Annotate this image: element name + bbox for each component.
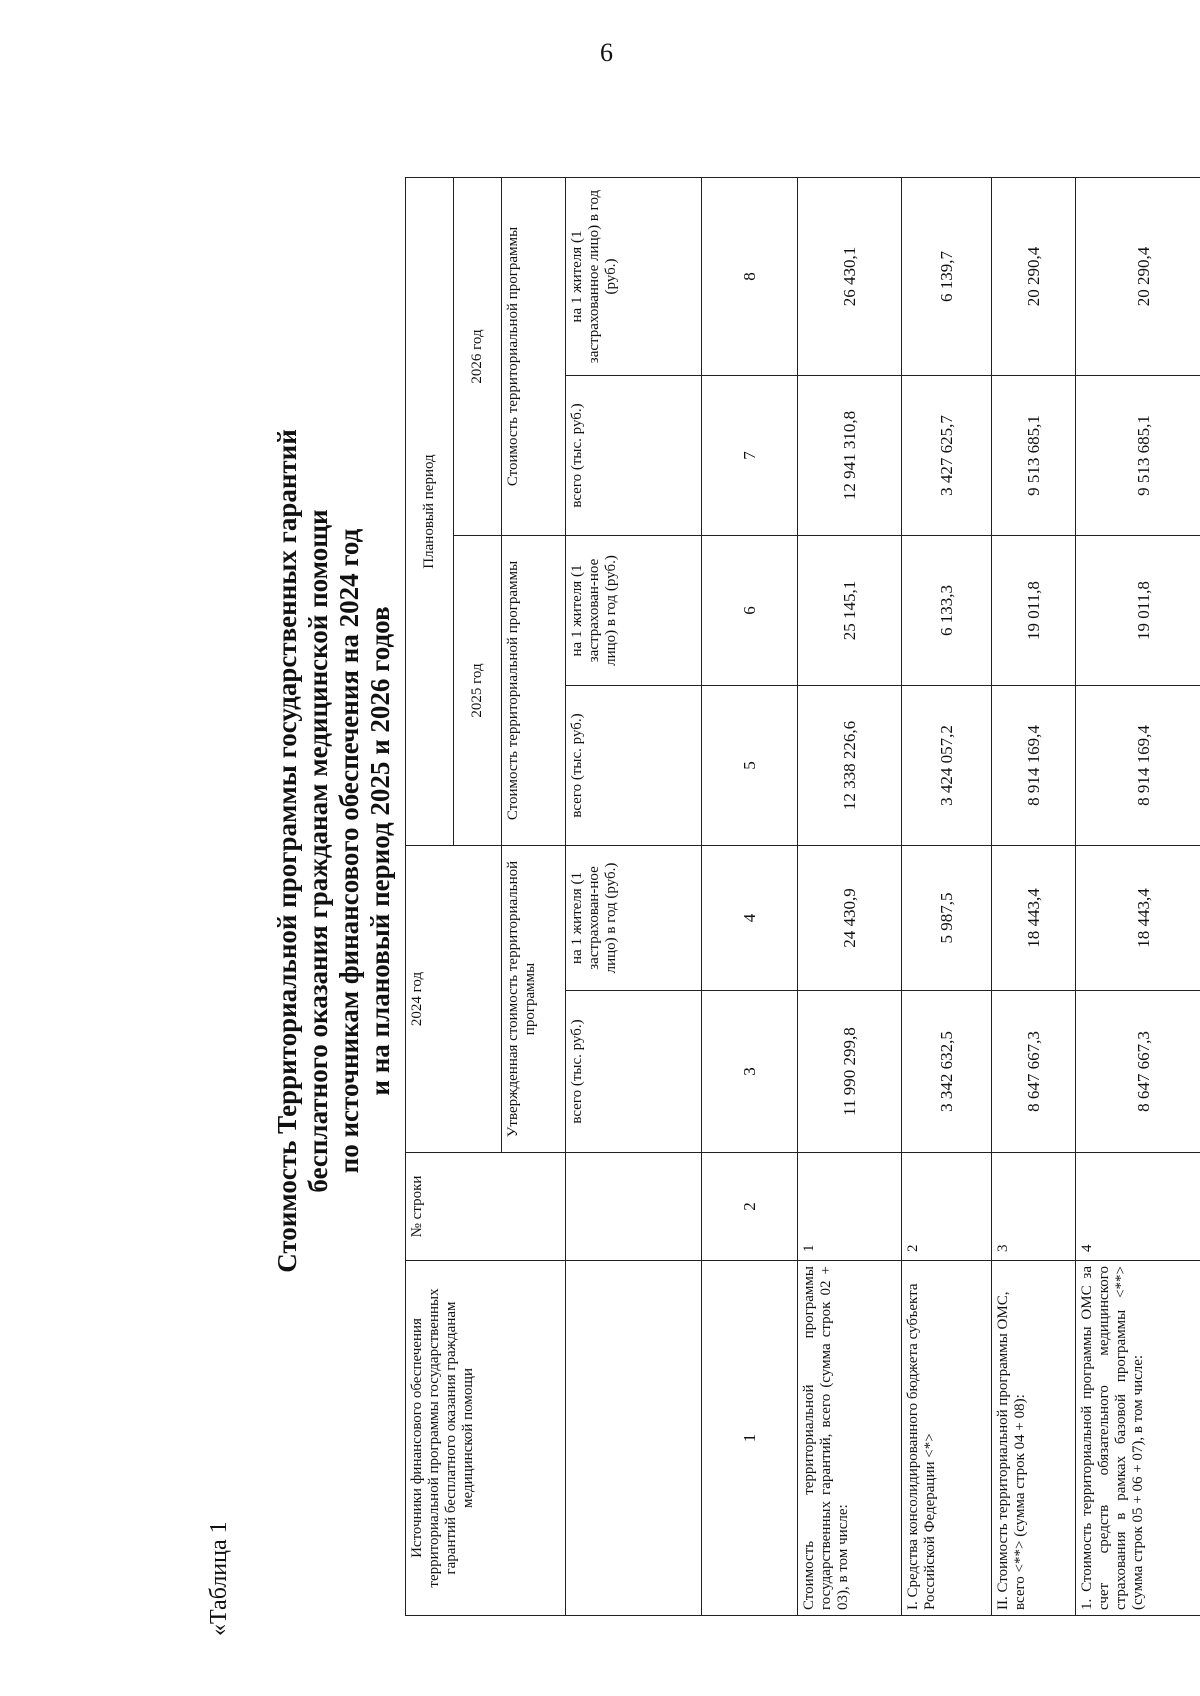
header-source: Источники финансового обеспечения территориальной программы государственных гарантий бесплатного оказания гражданам медицинской помощи [406, 1261, 566, 1616]
column-number: 4 [702, 846, 798, 991]
page-number: 6 [600, 38, 613, 67]
header-per-capita-2024: на 1 жителя (1 застрахован-ное лицо) в год (руб.) [566, 846, 702, 991]
header-per-capita-2025: на 1 жителя (1 застрахован-ное лицо) в год (руб.) [566, 536, 702, 686]
table-row [992, 178, 1076, 1616]
title-line-3: по источникам финансового обеспечения на 2024 год [334, 528, 364, 1174]
row-name: I. Средства консолидированного бюджета субъекта Российской Федерации <*> [902, 1261, 992, 1616]
table-row [1076, 178, 1200, 1616]
column-number: 3 [702, 991, 798, 1153]
column-number: 2 [702, 1153, 798, 1261]
header-approved-cost: Утвержденная стоимость территориальной программы [502, 846, 566, 1153]
cell-total-2024: 11 990 299,8 [798, 991, 902, 1153]
row-number: 2 [902, 1153, 992, 1261]
header-2025: 2025 год [454, 536, 502, 846]
cell-total-2026: 3 427 625,7 [902, 376, 992, 536]
row-number: 4 [1076, 1153, 1200, 1261]
table-label: «Таблица 1 [206, 1521, 232, 1636]
row-name: Стоимость территориальной программы государственных гарантий, всего (сумма строк 02 + 03), в том числе: [798, 1261, 902, 1616]
table-title [272, 186, 396, 1516]
column-number: 7 [702, 376, 798, 536]
cell-per-capita-2024: 24 430,9 [798, 846, 902, 991]
header-total-2025: всего (тыс. руб.) [566, 686, 702, 846]
table-row [798, 178, 902, 1616]
column-number: 8 [702, 178, 798, 376]
header-planned-period: Плановый период [406, 178, 454, 846]
header-row-number: № строки [406, 1153, 566, 1261]
cell-per-capita-2026: 26 430,1 [798, 178, 902, 376]
header-cost-2025: Стоимость территориальной программы [502, 536, 566, 846]
header-empty [566, 1261, 702, 1616]
table-row [902, 178, 992, 1616]
row-name: II. Стоимость территориальной программы ОМС, всего <**> (сумма строк 04 + 08): [992, 1261, 1076, 1616]
header-2024: 2024 год [406, 846, 502, 1153]
cell-per-capita-2026: 20 290,4 [992, 178, 1076, 376]
cell-per-capita-2025: 19 011,8 [1076, 536, 1200, 686]
cell-per-capita-2025: 19 011,8 [992, 536, 1076, 686]
cell-total-2025: 8 914 169,4 [992, 686, 1076, 846]
cell-total-2024: 8 647 667,3 [992, 991, 1076, 1153]
header-total-2026: всего (тыс. руб.) [566, 376, 702, 536]
cell-total-2025: 3 424 057,2 [902, 686, 992, 846]
column-number: 5 [702, 686, 798, 846]
header-2026: 2026 год [454, 178, 502, 536]
cost-table [405, 177, 1200, 1616]
header-per-capita-2026: на 1 жителя (1 застрахованное лицо) в год (руб.) [566, 178, 702, 376]
title-line-4: и на плановый период 2025 и 2026 годов [365, 606, 395, 1096]
cell-total-2025: 8 914 169,4 [1076, 686, 1200, 846]
header-total-2024: всего (тыс. руб.) [566, 991, 702, 1153]
title-line-2: бесплатного оказания гражданам медицинской помощи [303, 509, 333, 1193]
header-empty [566, 1153, 702, 1261]
cell-per-capita-2024: 5 987,5 [902, 846, 992, 991]
cell-total-2024: 8 647 667,3 [1076, 991, 1200, 1153]
cell-total-2026: 9 513 685,1 [1076, 376, 1200, 536]
cell-total-2025: 12 338 226,6 [798, 686, 902, 846]
row-number: 3 [992, 1153, 1076, 1261]
cell-per-capita-2024: 18 443,4 [1076, 846, 1200, 991]
cell-total-2026: 12 941 310,8 [798, 376, 902, 536]
header-cost-2026: Стоимость территориальной программы [502, 178, 566, 536]
rotated-page-content [10, 76, 1153, 1676]
row-name: 1. Стоимость территориальной программы ОМС за счет средств обязательного медицинского страхования в рамках базовой программы <**> (сумма строк 05 + 06 + 07), в том числе: [1076, 1261, 1200, 1616]
cell-per-capita-2026: 6 139,7 [902, 178, 992, 376]
title-line-1: Стоимость Территориальной программы государственных гарантий [272, 429, 302, 1273]
column-number: 6 [702, 536, 798, 686]
cell-per-capita-2024: 18 443,4 [992, 846, 1076, 991]
column-number: 1 [702, 1261, 798, 1616]
cell-per-capita-2025: 6 133,3 [902, 536, 992, 686]
row-number: 1 [798, 1153, 902, 1261]
cell-per-capita-2025: 25 145,1 [798, 536, 902, 686]
cell-per-capita-2026: 20 290,4 [1076, 178, 1200, 376]
cell-total-2026: 9 513 685,1 [992, 376, 1076, 536]
cell-total-2024: 3 342 632,5 [902, 991, 992, 1153]
